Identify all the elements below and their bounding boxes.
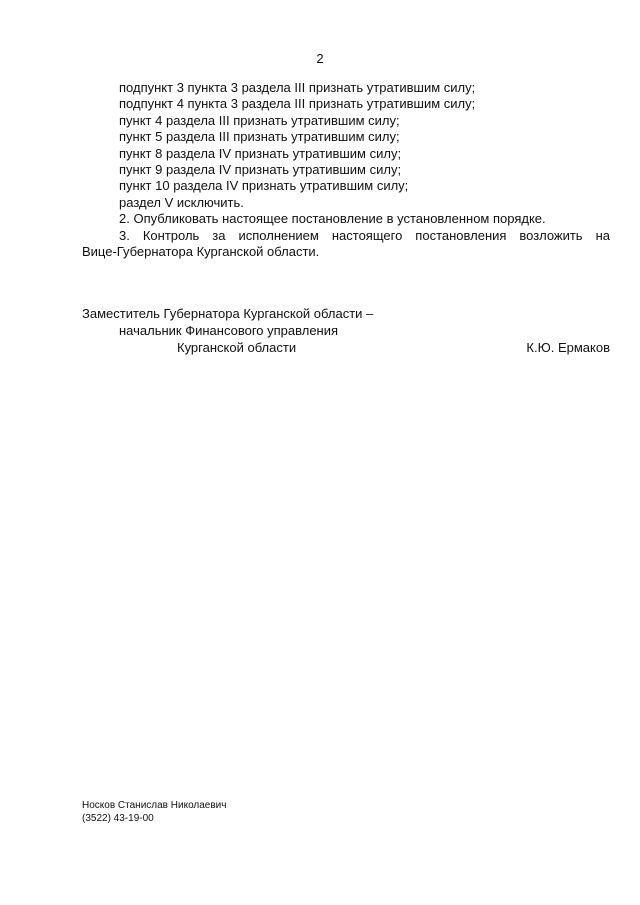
page-number: 2 (316, 51, 324, 66)
body-line: подпункт 4 пункта 3 раздела III признать утратившим силу; (119, 96, 476, 112)
body-line: Вице-Губернатора Курганской области. (82, 244, 320, 260)
signer-position-line2: начальник Финансового управления (119, 323, 339, 338)
executor-phone: (3522) 43-19-00 (82, 813, 154, 824)
body-line: 3. Контроль за исполнением настоящего постановления возложить на (119, 227, 610, 243)
body-line: подпункт 3 пункта 3 раздела III признать утратившим силу; (119, 80, 476, 95)
signer-position-line3: Курганской области (177, 340, 297, 355)
body-line: пункт 9 раздела IV признать утратившим силу; (119, 162, 402, 178)
body-line: пункт 5 раздела III признать утратившим силу; (119, 129, 400, 145)
signer-name: К.Ю. Ермаков (526, 340, 610, 355)
body-line: пункт 8 раздела IV признать утратившим силу; (119, 145, 402, 161)
signer-line3 (82, 339, 610, 356)
body-line: 2. Опубликовать настоящее постановление в установленном порядке. (119, 211, 546, 227)
signer-position-line1: Заместитель Губернатора Курганской области – (82, 306, 374, 321)
executor-name: Носков Станислав Николаевич (82, 800, 227, 811)
body-line: раздел V исключить. (119, 194, 244, 210)
body-line: пункт 10 раздела IV признать утратившим силу; (119, 178, 409, 194)
signature-block (82, 305, 610, 356)
executor-block (82, 799, 226, 825)
document-body (82, 80, 610, 260)
body-line: пункт 4 раздела III признать утратившим силу; (119, 112, 400, 128)
